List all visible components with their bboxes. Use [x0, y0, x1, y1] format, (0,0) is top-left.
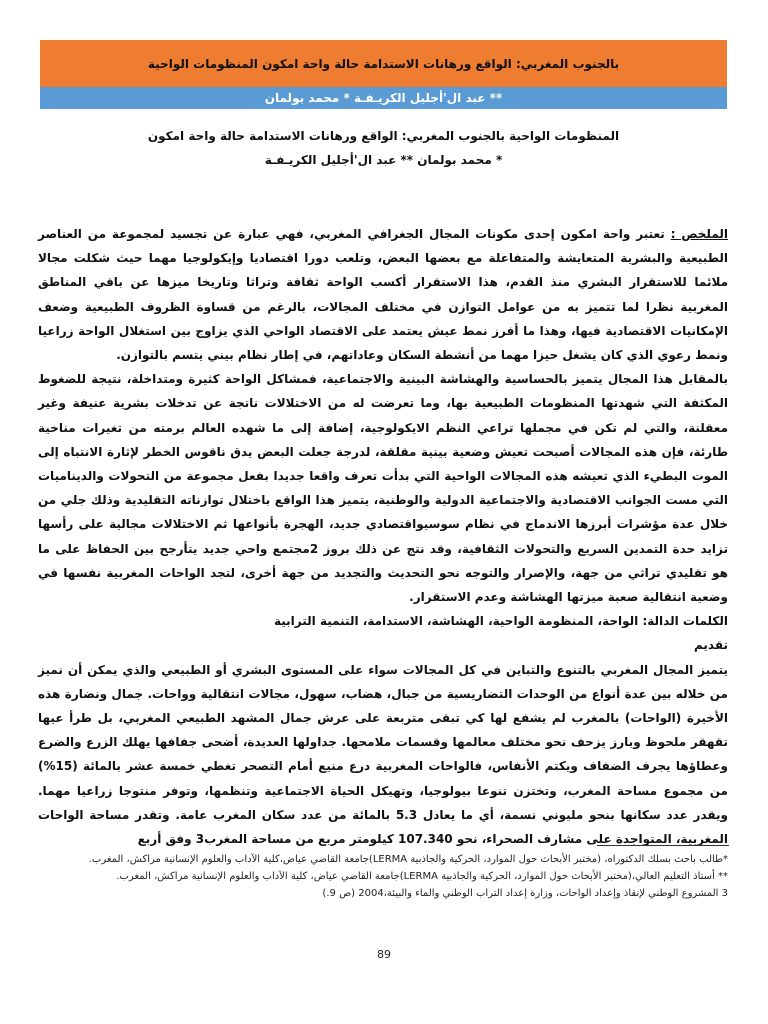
footnote-2: ** أستاذ التعليم العالي،(مختبر الأبحاث حول الموارد، الحركية والجاذبية LERMA)جامعة القاضي عياض، كلية الآداب والعلوم الإنسانية مراكش، المغرب.	[116, 871, 728, 882]
intro-paragraph-1: يتميز المجال المغربي بالتنوع والتباين في كل المجالات سواء على المستوى البشري أو الطبيعي والذي يمكن أن نميز من خلاله بين عدة أنواع من الوحدات التضاريسية من جبال، هضاب، سهول، مجالات انتقالية وواحات. جمال ونضارة هذه الأخيرة (الواحات) بالمغرب لم يشفع لها كي تبقى متربعة على عرش جمال المشهد الطبيعي المغربي، بل طرأ عيها تقهقر ملحوظ وبارز يزحف نحو مختلف معالمها وقسمات ملامحها. جداولها العديدة، أضحى جفافها يهلك الزرع والضرع وعطاؤها يجرف الضفاف ويكتم الأنفاس، فالواحات المغربية درع منيع أمام التصحر تغطي خمسة عشر بالمائة (15%) من مجموع مساحة المغرب، وتختزن تنوعا بيولوجيا، وتهيكل الحياة الاجتماعية وتنظمها، وتوفر منتوجا زراعيا مهما. ويقدر عدد سكانها بنحو مليوني نسمة، أي ما يعادل 5.3 بالمائة من عدد سكان المغرب عامة. وتقدر مساحة الواحات المغربية، المتواجدة على مشارف الصحراء، نحو 107.340 كيلومتر مربع من مساحة المغرب3 وفق أربع	[38, 662, 728, 847]
running-authors-bar	[40, 87, 727, 109]
running-title: بالجنوب المغربي: الواقع ورهانات الاستدامة حالة واحة امكون المنظومات الواحية	[147, 56, 620, 71]
footnote-3: 3 المشروع الوطني لإنقاذ وإعداد الواحات، وزارة إعداد التراب الوطني والماء والبيئة،2004 (ص 9.)	[322, 888, 728, 899]
running-title-bar	[40, 40, 727, 87]
article-authors: * محمد بولمان ** عبد ال'أجليل الكريـفـة	[264, 153, 503, 167]
intro-heading: تقديم	[694, 638, 728, 653]
page-number: 89	[377, 948, 391, 961]
abstract-label: الملخص :	[670, 227, 728, 241]
running-authors: ** عبد ال'أجليل الكريـفـة * محمد بولمان	[264, 91, 503, 105]
abstract-text-1: تعتبر واحة امكون إحدى مكونات المجال الجغرافي المغربي، فهي عبارة عن تجسيد لمجموعة من العناصر الطبيعية والبشرية المتعايشة والمتفاعلة مع بعضها البعض، وتلعب دورا اقتصاديا وإيكولوجيا مهما حيث شكلت مجالا ملائما للاستقرار البشري منذ القدم، هذا الاستقرار أكسب الواحة ثقافة وتراثا وتاريخا ميزها عن باقي المناطق المغربية نظرا لما تتميز به من عوامل التوازن في مختلف المجالات، بالرغم من قساوة الظروف الطبيعية وضعف الإمكانيات الاقتصادية فيها، وهذا ما أفرز نمط عيش يعتمد على الاقتصاد الواحي الذي يزاوج بين استغلال الواحة زراعيا ونمط رعوي الذي كان يشغل حيزا مهما من أنشطة السكان وعاداتهم، في إطار نظام بيني يتسم بالتوازن.	[38, 227, 728, 363]
footnote-separator	[597, 845, 729, 846]
abstract-paragraph-1	[38, 222, 728, 367]
article-heading	[40, 124, 727, 172]
abstract-paragraph-2: بالمقابل هذا المجال يتميز بالحساسية والهشاشة البينية والاجتماعية، فمشاكل الواحة كثيرة ومتداخلة، نتيجة للضغوط المكثفة التي شهدتها المنظومات الطبيعية بها، وما تعرضت له من الاختلالات ناتجة عن تدخلات بشرية عنيفة وغير معقلنة، والتي لم تكن في مجملها تراعي النظم الايكولوجية، إضافة إلى ما شهده العالم برمته من تغيرات مناخية طارئة، فإن هذه المجالات أصبحت تعيش وضعية بينية مقلقة، لدرجة جعلت البعض يدق ناقوس الخطر لإثارة الانتباه إلى الموت البطيء الذي تعيشه هذه المجالات الواحية التي بدأت تعرف واقعا جديدا بفعل مجموعة من التحولات والديناميات التي مست الجوانب الاقتصادية والاجتماعية الدولية والوطنية، يتميز هذا الواقع باختلال توازناته التقليدية وذلك جلي من خلال عدة مؤشرات أبرزها الاندماج في نظام سوسيواقتصادي جديد، الهجرة بأنواعها ثم الاختلالات مجالية على رأسها تزايد حدة التمدين السريع والتحولات الثقافية، وقد نتج عن ذلك بروز 2مجتمع واحي جديد يتأرجح بين الحفاظ على ما هو تقليدي تراثي من جهة، والإصرار والتوجه نحو التحديث والتجديد من جهة أخرى، لتجد الواحات المغربية نفسها في وضعية انتقالية صعبة ميزتها الهشاشة وعدم الاستقرار.	[38, 372, 728, 605]
footnotes	[40, 851, 728, 902]
keywords: الكلمات الدالة: الواحة، المنظومة الواحية، الهشاشة، الاستدامة، التنمية الترابية	[273, 614, 728, 629]
article-body	[38, 222, 728, 851]
article-title: المنظومات الواحية بالجنوب المغربي: الواقع ورهانات الاستدامة حالة واحة امكون	[147, 129, 620, 143]
footnote-1: *طالب باحث بسلك الدكتوراه، (مختبر الأبحاث حول الموارد، الحركية والجاذبية LERMA)جامعة القاضي عياض،كلية الآداب والعلوم الإنسانية مراكش، المغرب.	[88, 854, 728, 865]
